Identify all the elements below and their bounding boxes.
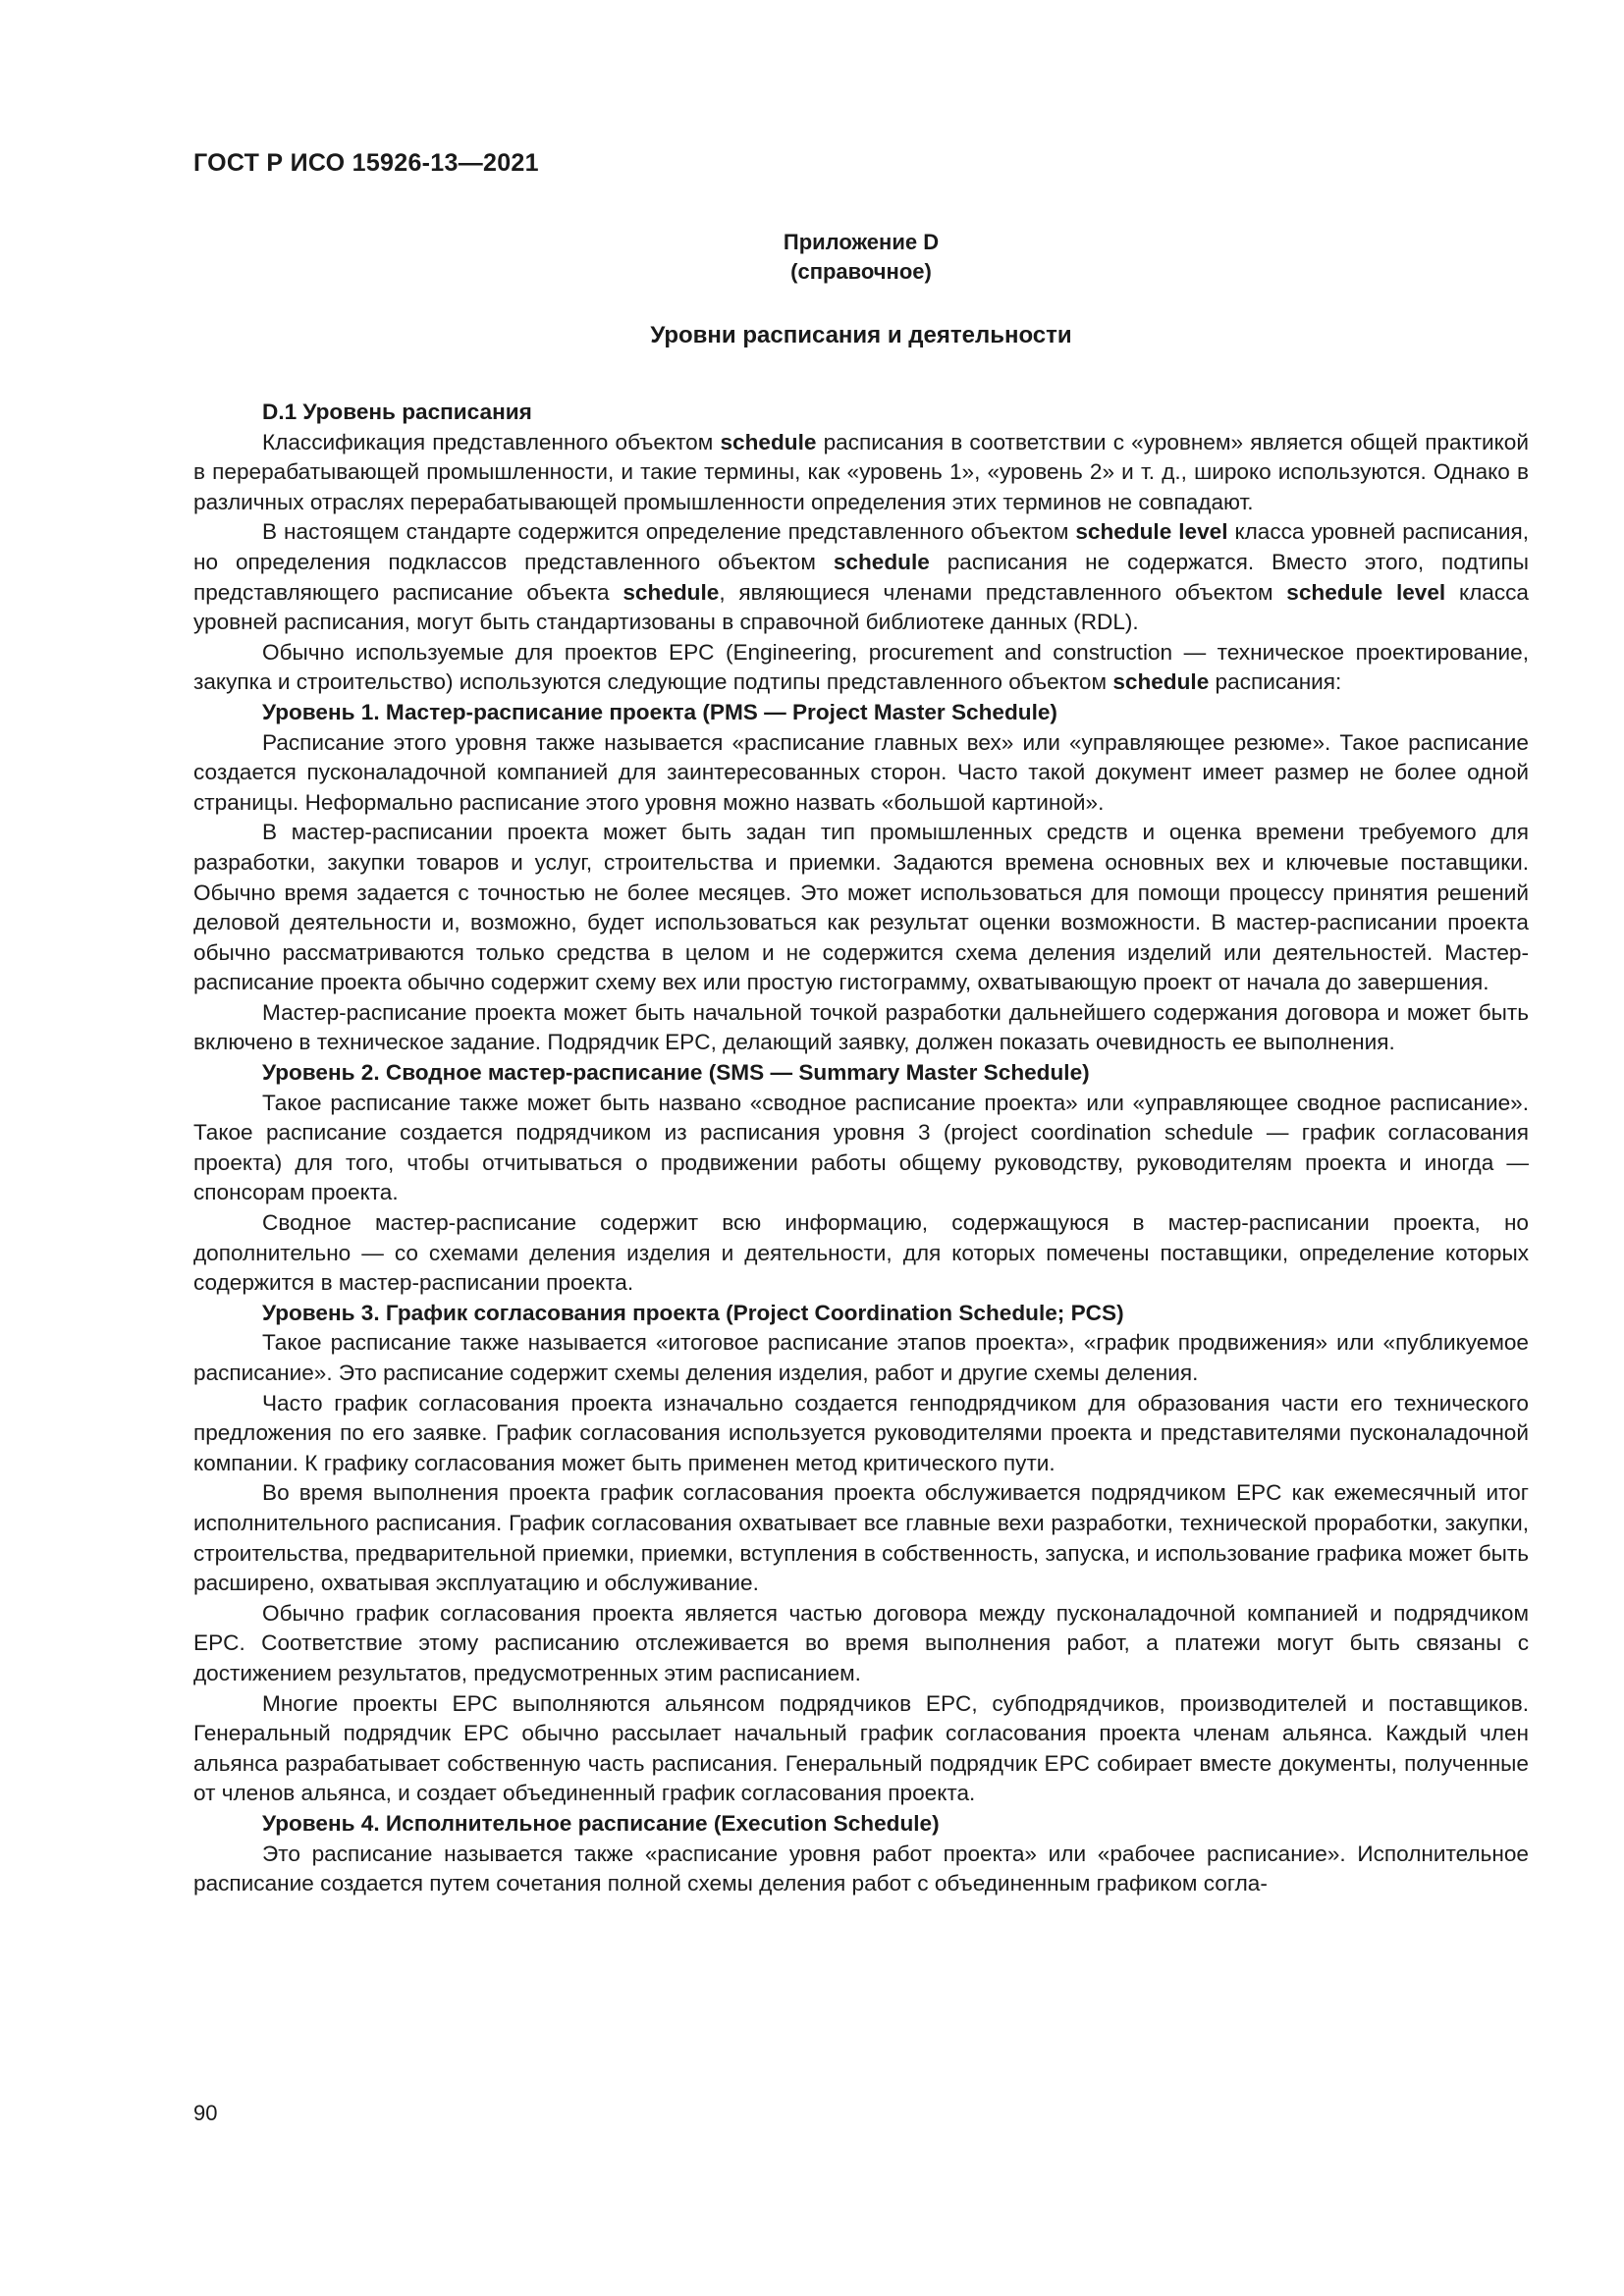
level-heading: Уровень 4. Исполнительное расписание (Execution Schedule) <box>262 1810 940 1836</box>
document-body <box>193 398 1529 1899</box>
paragraph: Обычно график согласования проекта является частью договора между пусконаладочной компанией и подрядчиком EPC. Соответствие этому расписанию отслеживается во время выполнения работ, а платежи могут быть связаны с достижением результатов, предусмотренных этим расписанием. <box>193 1600 1529 1685</box>
paragraph: Часто график согласования проекта изначально создается генподрядчиком для образования части его технического предложения по его заявке. График согласования используется руководителями проекта и представителями пусконаладочной компании. К графику согласования может быть применен метод критического пути. <box>193 1390 1529 1475</box>
paragraph: Сводное мастер-расписание содержит всю информацию, содержащуюся в мастер-расписании проекта, но дополнительно — со схемами деления изделия и деятельности, для которых помечены поставщики, определение которых содержится в мастер-расписании проекта. <box>193 1210 1529 1296</box>
paragraph: Это расписание называется также «расписание уровня работ проекта» или «рабочее расписание». Исполнительное расписание создается путем сочетания полной схемы деления работ с объединенным графиком согла- <box>193 1841 1529 1896</box>
paragraph: Расписание этого уровня также называется «расписание главных вех» или «управляющее резюме». Такое расписание создается пусконаладочной компанией для заинтересованных сторон. Часто такой документ имеет размер не более одной страницы. Неформально расписание этого уровня можно назвать «большой картиной». <box>193 729 1529 815</box>
annex-title: Приложение D <box>783 230 940 254</box>
paragraph: Обычно используемые для проектов EPC (Engineering, procurement and construction — техническое проектирование, закупка и строительство) используются следующие подтипы представленного объектом schedule расписания: <box>193 639 1529 695</box>
level-heading: Уровень 2. Сводное мастер-расписание (SMS — Summary Master Schedule) <box>262 1060 1090 1086</box>
paragraph: Мастер-расписание проекта может быть начальной точкой разработки дальнейшего содержания договора и может быть включено в техническое задание. Подрядчик EPC, делающий заявку, должен показать очевидность ее выполнения. <box>193 999 1529 1055</box>
paragraph: Многие проекты EPC выполняются альянсом подрядчиков EPC, субподрядчиков, производителей и поставщиков. Генеральный подрядчик EPC обычно рассылает начальный график согласования проекта членам альянса. Каждый член альянса разрабатывает собственную часть расписания. Генеральный подрядчик EPC собирает вместе документы, полученные от членов альянса, и создает объединенный график согласования проекта. <box>193 1690 1529 1806</box>
level-heading: Уровень 3. График согласования проекта (Project Coordination Schedule; PCS) <box>262 1300 1124 1325</box>
paragraph: Во время выполнения проекта график согласования проекта обслуживается подрядчиком EPC как ежемесячный итог исполнительного расписания. График согласования охватывает все главные вехи разработки, технической проработки, закупки, строительства, предварительной приемки, приемки, вступления в собственность, запуска, и использование графика может быть расширено, охватывая эксплуатацию и обслуживание. <box>193 1480 1529 1596</box>
level-heading: Уровень 1. Мастер-расписание проекта (PMS — Project Master Schedule) <box>262 699 1057 724</box>
paragraph: Такое расписание также может быть названо «сводное расписание проекта» или «управляющее сводное расписание». Такое расписание создается подрядчиком из расписания уровня 3 (project coordination schedule — график согласования проекта) для того, чтобы отчитываться о продвижении работы общему руководству, руководителям проекта и иногда — спонсорам проекта. <box>193 1090 1529 1205</box>
subsection-title: D.1 Уровень расписания <box>262 400 532 424</box>
page-number: 90 <box>193 2101 218 2125</box>
paragraph: В настоящем стандарте содержится определение представленного объектом schedule level класса уровней расписания, но определения подклассов представленного объектом schedule расписания не содержатся. Вместо этого, подтипы представляющего расписание объекта schedule, являющиеся членами представленного объектом schedule level класса уровней расписания, могут быть стандартизованы в справочной библиотеке данных (RDL). <box>193 519 1529 635</box>
section-title: Уровни расписания и деятельности <box>650 322 1072 348</box>
paragraph: Такое расписание также называется «итоговое расписание этапов проекта», «график продвижения» или «публикуемое расписание». Это расписание содержит схемы деления изделия, работ и другие схемы деления. <box>193 1330 1529 1385</box>
document-id: ГОСТ Р ИСО 15926-13—2021 <box>193 149 539 177</box>
annex-subtitle: (справочное) <box>790 259 932 284</box>
paragraph: Классификация представленного объектом schedule расписания в соответствии с «уровнем» является общей практикой в перерабатывающей промышленности, и такие термины, как «уровень 1», «уровень 2» и т. д., широко используются. Однако в различных отраслях перерабатывающей промышленности определения этих терминов не совпадают. <box>193 429 1529 514</box>
paragraph: В мастер-расписании проекта может быть задан тип промышленных средств и оценка времени требуемого для разработки, закупки товаров и услуг, строительства и приемки. Задаются времена основных вех и ключевые поставщики. Обычно время задается с точностью не более месяцев. Это может использоваться для помощи процессу принятия решений деловой деятельности и, возможно, будет использоваться как результат оценки возможности. В мастер-расписании проекта обычно рассматриваются только средства в целом и не содержится схема деления изделий или деятельностей. Мастер-расписание проекта обычно содержит схему вех или простую гистограмму, охватывающую проект от начала до завершения. <box>193 820 1529 995</box>
